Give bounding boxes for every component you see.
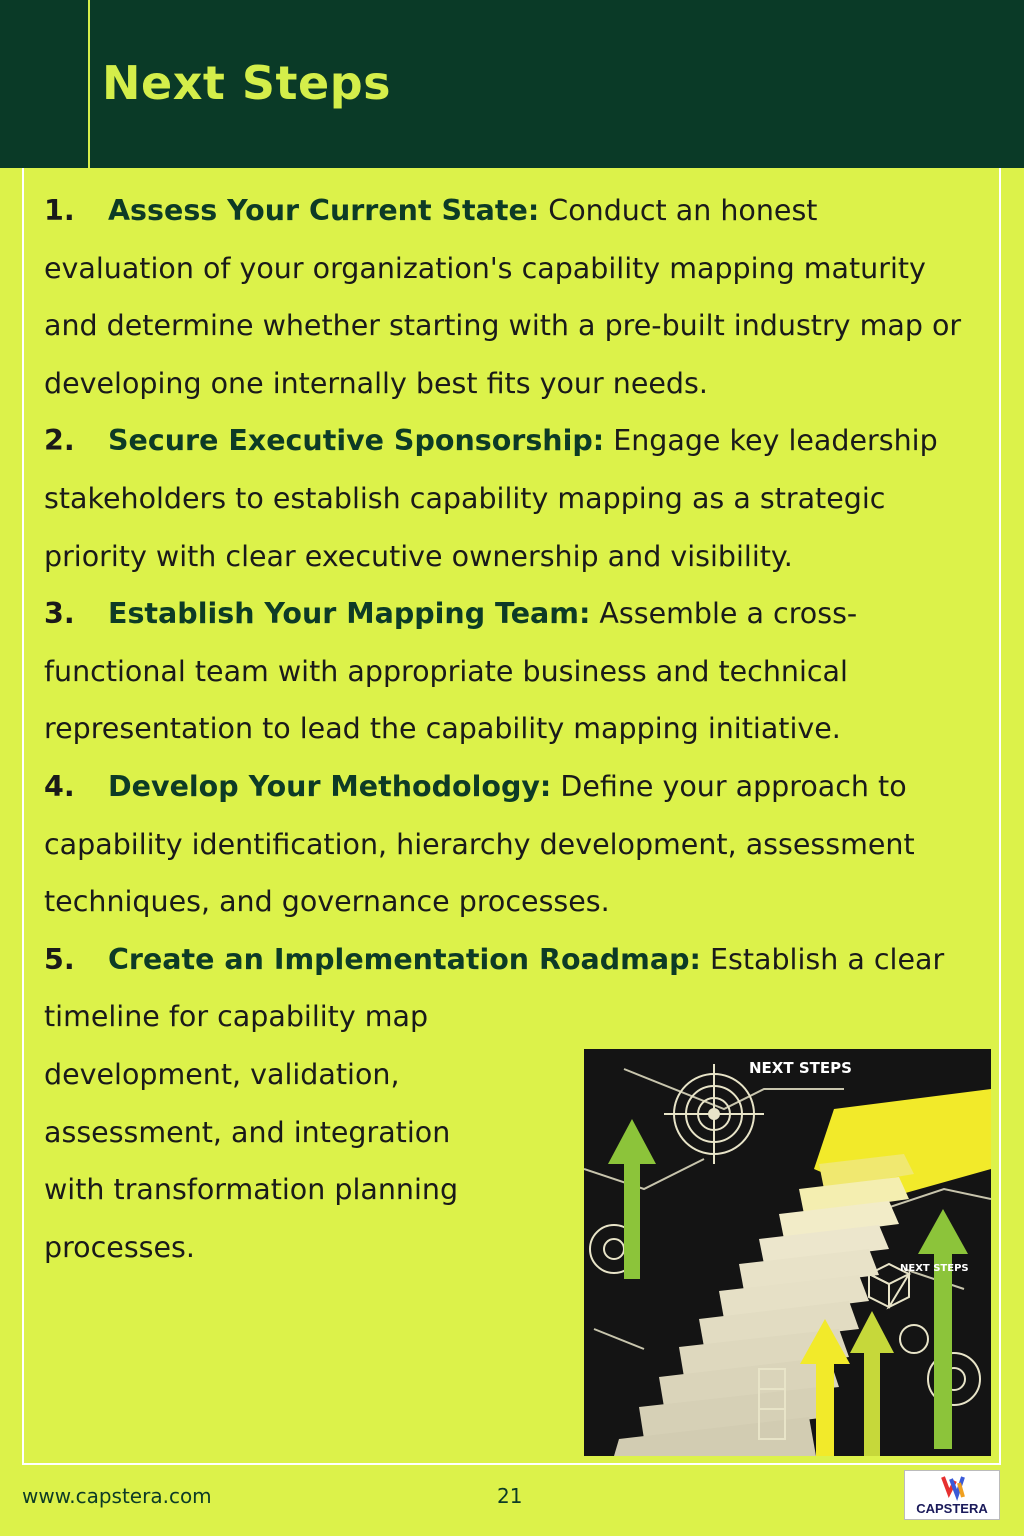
page-number: 21	[497, 1484, 523, 1508]
footer-website-link[interactable]: www.capstera.com	[22, 1484, 212, 1508]
step-number: 3.	[44, 597, 75, 631]
page-title: Next Steps	[102, 56, 391, 110]
step-label: Develop Your Methodology:	[108, 769, 552, 803]
step-item	[44, 758, 974, 931]
step-item	[44, 931, 974, 989]
page-header	[0, 0, 1024, 168]
step-label: Secure Executive Sponsorship:	[108, 424, 605, 458]
illustration-caption: NEXT STEPS	[749, 1059, 852, 1077]
capstera-logo	[904, 1470, 1000, 1520]
step-item	[44, 412, 974, 585]
next-steps-illustration	[584, 1049, 991, 1456]
step-number: 4.	[44, 769, 75, 803]
step-number: 2.	[44, 424, 75, 458]
step-text: Establish a clear	[700, 942, 945, 976]
header-divider	[88, 0, 90, 168]
step-text: Assemble a cross-functional team with appropriate business and technical representation to lead the capability mapping initiative.	[44, 597, 858, 746]
step-label: Assess Your Current State:	[108, 194, 540, 227]
step-label: Establish Your Mapping Team:	[108, 597, 591, 631]
step-line: with transformation planning	[44, 1173, 459, 1207]
step-text: Conduct an honest evaluation of your organization's capability mapping maturity and determine whether starting with a pre-built industry map or developing one internally best fits your needs.	[44, 194, 962, 400]
step-number: 5.	[44, 942, 75, 976]
step-line: assessment, and integration	[44, 1115, 451, 1149]
step-item	[44, 585, 974, 758]
step-text: Define your approach to capability identification, hierarchy development, assessment techniques, and governance processes.	[44, 769, 915, 919]
logo-wordmark: CAPSTERA	[916, 1501, 988, 1516]
step-text: Engage key leadership stakeholders to establish capability mapping as a strategic priority with clear executive ownership and visibility.	[44, 424, 938, 573]
step-line: development, validation,	[44, 1057, 400, 1091]
step-line: processes.	[44, 1230, 195, 1264]
staircase-artwork	[584, 1049, 991, 1456]
step-label: Create an Implementation Roadmap:	[108, 942, 701, 976]
logo-mark-icon	[905, 1473, 1001, 1503]
step-item	[44, 182, 974, 412]
step-number: 1.	[44, 194, 75, 227]
step-line: timeline for capability map	[44, 1000, 429, 1034]
illustration-sign: NEXT STEPS	[900, 1263, 969, 1274]
